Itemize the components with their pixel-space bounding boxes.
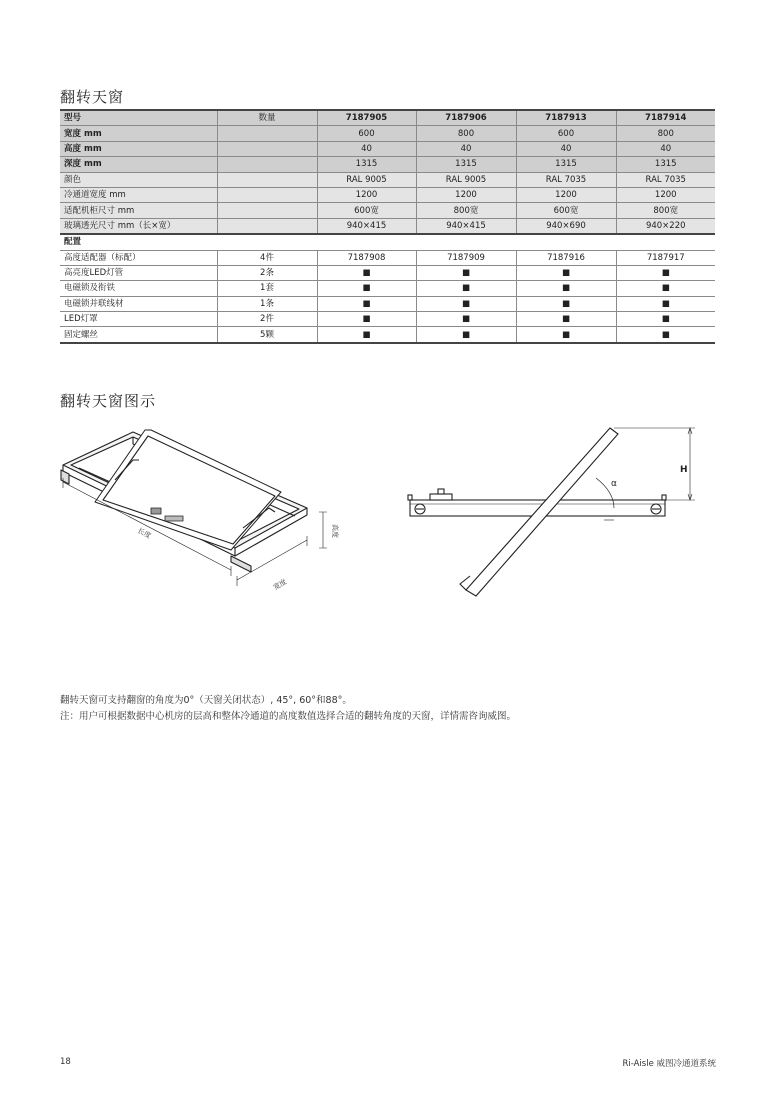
row-qty-cell bbox=[217, 187, 317, 202]
row-value: ■ bbox=[616, 265, 715, 280]
row-value: 800宽 bbox=[616, 203, 715, 218]
row-value: 1315 bbox=[317, 157, 416, 172]
note-angles: 翻转天窗可支持翻窗的角度为0°（天窗关闭状态）, 45°, 60°和88°。 bbox=[60, 695, 352, 706]
table-row bbox=[60, 203, 715, 218]
row-value: 1200 bbox=[416, 187, 516, 202]
row-value: ■ bbox=[516, 265, 616, 280]
row-value: 800 bbox=[416, 126, 516, 141]
row-value: ■ bbox=[317, 327, 416, 343]
row-value: RAL 9005 bbox=[416, 172, 516, 187]
row-value: 40 bbox=[516, 141, 616, 156]
row-qty: 1条 bbox=[217, 296, 317, 311]
row-value: 1315 bbox=[516, 157, 616, 172]
row-value: 40 bbox=[416, 141, 516, 156]
table-row bbox=[60, 296, 715, 311]
table-row bbox=[60, 187, 715, 202]
row-qty: 2条 bbox=[217, 265, 317, 280]
spec-table bbox=[60, 109, 715, 344]
note-user-guidance: 注：用户可根据数据中心机房的层高和整体冷通道的高度数值选择合适的翻转角度的天窗，详情需咨询威图。 bbox=[60, 711, 517, 722]
row-qty-cell bbox=[217, 141, 317, 156]
row-label: 高亮度LED灯管 bbox=[60, 265, 217, 280]
row-label: LED灯罩 bbox=[60, 312, 217, 327]
row-value: ■ bbox=[516, 327, 616, 343]
config-section-row bbox=[60, 234, 715, 250]
header-model-number: 7187905 bbox=[317, 110, 416, 126]
row-value: ■ bbox=[616, 296, 715, 311]
config-section-label: 配置 bbox=[60, 234, 715, 250]
row-value: 1200 bbox=[616, 187, 715, 202]
page-number: 18 bbox=[60, 1057, 71, 1067]
table-row bbox=[60, 157, 715, 172]
row-value: 40 bbox=[317, 141, 416, 156]
width-dimension-label: 宽度 bbox=[272, 577, 289, 592]
row-value: 40 bbox=[616, 141, 715, 156]
row-value: ■ bbox=[416, 296, 516, 311]
table-row bbox=[60, 141, 715, 156]
row-value: 7187908 bbox=[317, 250, 416, 265]
section-title-diagram: 翻转天窗图示 bbox=[60, 392, 157, 410]
row-value: ■ bbox=[516, 312, 616, 327]
header-model-number: 7187913 bbox=[516, 110, 616, 126]
angle-label: α bbox=[611, 479, 617, 489]
row-qty: 4件 bbox=[217, 250, 317, 265]
row-value: ■ bbox=[516, 281, 616, 296]
row-value: 600宽 bbox=[516, 203, 616, 218]
row-value: ■ bbox=[317, 281, 416, 296]
header-model-number: 7187914 bbox=[616, 110, 715, 126]
row-qty-cell bbox=[217, 218, 317, 234]
row-label: 适配机柜尺寸 mm bbox=[60, 203, 217, 218]
row-value: ■ bbox=[516, 296, 616, 311]
row-value: 600 bbox=[516, 126, 616, 141]
row-value: RAL 7035 bbox=[516, 172, 616, 187]
row-value: ■ bbox=[616, 327, 715, 343]
header-model-label: 型号 bbox=[60, 110, 217, 126]
row-value: ■ bbox=[317, 265, 416, 280]
row-qty-cell bbox=[217, 126, 317, 141]
row-value: ■ bbox=[416, 312, 516, 327]
row-qty: 5颗 bbox=[217, 327, 317, 343]
row-value: 940×690 bbox=[516, 218, 616, 234]
row-qty-cell bbox=[217, 172, 317, 187]
table-row bbox=[60, 218, 715, 234]
row-value: 1315 bbox=[616, 157, 715, 172]
row-value: 1315 bbox=[416, 157, 516, 172]
row-label: 颜色 bbox=[60, 172, 217, 187]
table-row bbox=[60, 327, 715, 343]
row-value: 800 bbox=[616, 126, 715, 141]
table-row bbox=[60, 312, 715, 327]
table-row bbox=[60, 172, 715, 187]
row-value: RAL 9005 bbox=[317, 172, 416, 187]
row-value: ■ bbox=[317, 296, 416, 311]
row-value: 7187916 bbox=[516, 250, 616, 265]
table-row bbox=[60, 281, 715, 296]
row-label: 固定螺丝 bbox=[60, 327, 217, 343]
skylight-side-profile-drawing bbox=[400, 420, 710, 610]
row-value: ■ bbox=[416, 281, 516, 296]
header-qty-label: 数量 bbox=[217, 110, 317, 126]
row-value: ■ bbox=[616, 281, 715, 296]
row-value: 940×220 bbox=[616, 218, 715, 234]
row-value: 1200 bbox=[516, 187, 616, 202]
table-row bbox=[60, 126, 715, 141]
row-value: 940×415 bbox=[416, 218, 516, 234]
row-label: 高度适配器（标配） bbox=[60, 250, 217, 265]
h-dimension-label: H bbox=[680, 465, 688, 475]
header-model-number: 7187906 bbox=[416, 110, 516, 126]
row-qty: 1套 bbox=[217, 281, 317, 296]
table-row bbox=[60, 250, 715, 265]
row-value: 800宽 bbox=[416, 203, 516, 218]
row-value: 600 bbox=[317, 126, 416, 141]
row-value: ■ bbox=[416, 265, 516, 280]
row-value: ■ bbox=[317, 312, 416, 327]
row-value: 1200 bbox=[317, 187, 416, 202]
row-value: 940×415 bbox=[317, 218, 416, 234]
skylight-isometric-drawing bbox=[55, 420, 355, 620]
row-label: 宽度 mm bbox=[60, 126, 217, 141]
row-label: 高度 mm bbox=[60, 141, 217, 156]
table-header-row bbox=[60, 110, 715, 126]
row-label: 电磁锁并联线材 bbox=[60, 296, 217, 311]
row-value: ■ bbox=[416, 327, 516, 343]
row-value: 600宽 bbox=[317, 203, 416, 218]
height-dimension-label: 高度 bbox=[331, 524, 339, 538]
row-value: ■ bbox=[616, 312, 715, 327]
row-qty-cell bbox=[217, 203, 317, 218]
section-title-flip-skylight: 翻转天窗 bbox=[60, 88, 125, 106]
row-value: 7187909 bbox=[416, 250, 516, 265]
row-label: 深度 mm bbox=[60, 157, 217, 172]
row-qty-cell bbox=[217, 157, 317, 172]
table-row bbox=[60, 265, 715, 280]
row-value: 7187917 bbox=[616, 250, 715, 265]
footer-brand: Ri-Aisle 威图冷通道系统 bbox=[622, 1059, 716, 1069]
length-dimension-label: 长度 bbox=[136, 526, 153, 541]
row-label: 冷通道宽度 mm bbox=[60, 187, 217, 202]
row-label: 电磁锁及衔铁 bbox=[60, 281, 217, 296]
row-label: 玻璃透光尺寸 mm（长×宽） bbox=[60, 218, 217, 234]
row-value: RAL 7035 bbox=[616, 172, 715, 187]
row-qty: 2件 bbox=[217, 312, 317, 327]
